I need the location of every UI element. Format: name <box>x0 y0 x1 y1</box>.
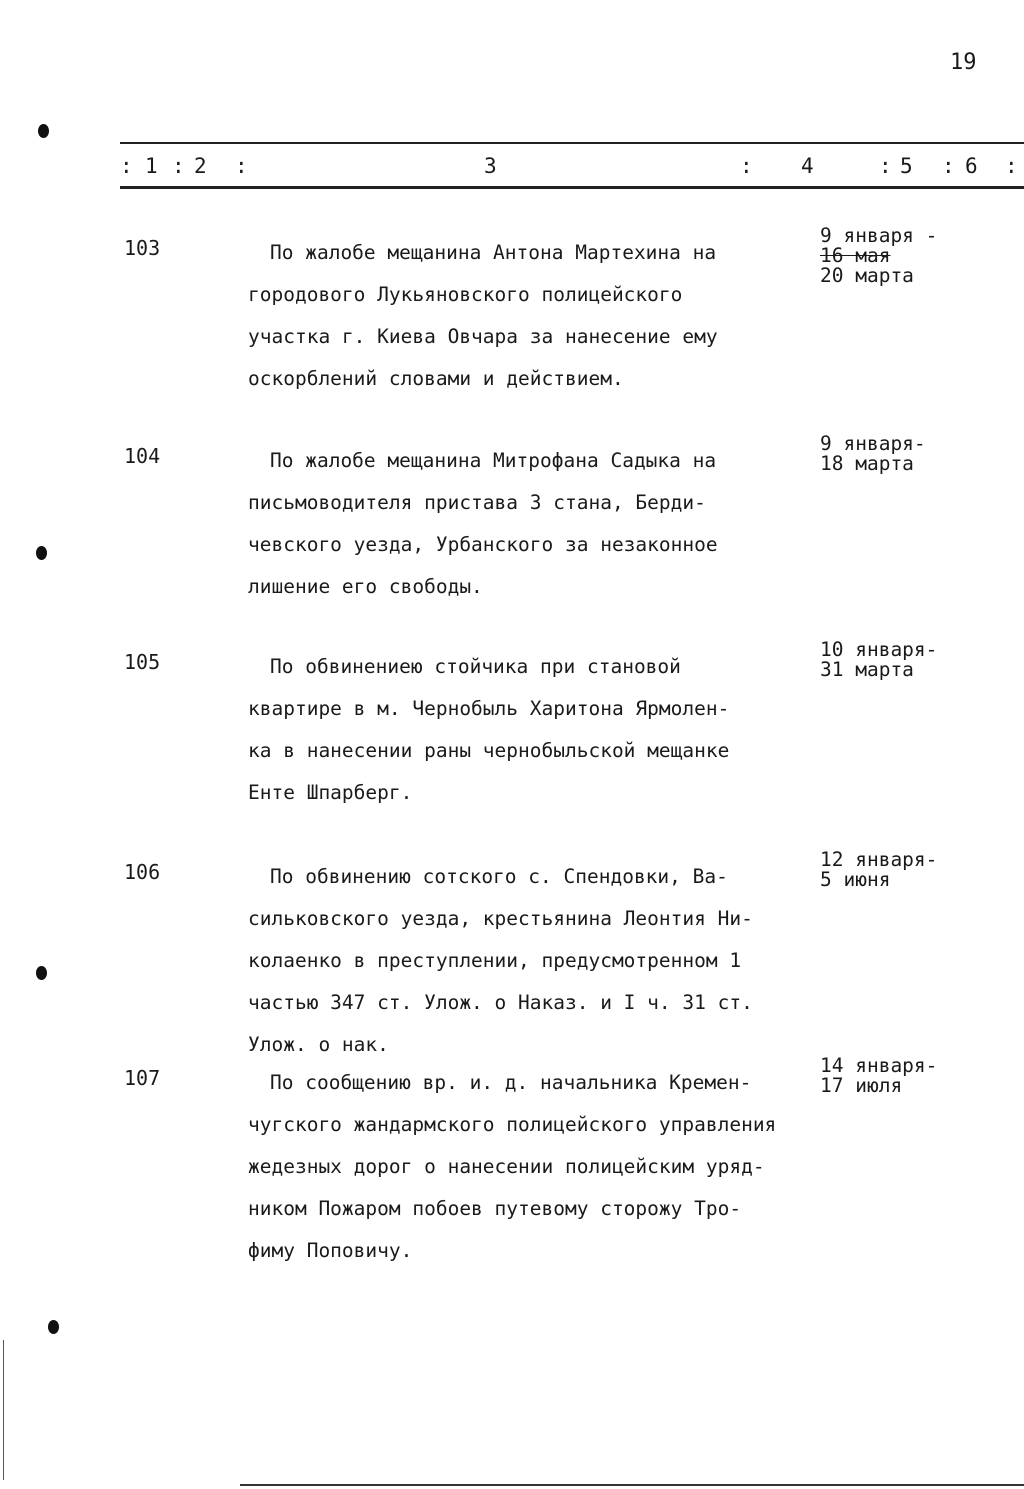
column-separator: : <box>942 154 955 178</box>
entry-date-start: 10 января- <box>820 638 938 661</box>
entry-description-first-line: По жалобе мещанина Антона Мартехина на <box>270 241 717 264</box>
entry-date-struck: 16 мая <box>820 244 891 267</box>
entry-description-rest: квартире в м. Чернобыль Харитона Ярмолен- ка в нанесении раны чернобыльской мещанке Енте Шпарберг. <box>248 697 730 804</box>
punch-hole-mark <box>48 1320 59 1334</box>
entry-number: 107 <box>124 1066 161 1090</box>
entry-dates <box>820 226 1020 286</box>
left-margin-line <box>3 1340 4 1480</box>
entry-date-end: 17 июля <box>820 1074 903 1097</box>
table-header-bottom-rule <box>120 186 1024 189</box>
column-separator: : <box>235 154 248 178</box>
entry-date-end: 5 июня <box>820 868 891 891</box>
page-number: 19 <box>950 50 977 75</box>
column-header-5: 5 <box>900 154 913 178</box>
entry-description-first-line: По жалобе мещанина Митрофана Садыка на <box>270 449 717 472</box>
entry-description-first-line: По обвинениею стойчика при становой <box>270 655 681 678</box>
column-header-4: 4 <box>801 154 814 178</box>
entry-description-rest: чугского жандармского полицейского управления жедезных дорог о нанесении полицейским уряд- ником Пожаром побоев путевому сторожу Тро- фиму Поповичу. <box>248 1113 777 1262</box>
column-header-6: 6 <box>965 154 978 178</box>
entry-date-start: 9 января- <box>820 432 926 455</box>
table-column-header <box>0 154 1024 182</box>
entry-dates <box>820 850 1020 890</box>
punch-hole-mark <box>38 124 49 138</box>
column-header-1: 1 <box>145 154 158 178</box>
entry-description <box>248 440 808 608</box>
entry-description-rest: городового Лукьяновского полицейского участка г. Киева Овчара за нанесение ему оскорблений словами и действием. <box>248 283 718 390</box>
column-header-3: 3 <box>484 154 497 178</box>
entry-dates <box>820 434 1020 474</box>
entry-date-end: 20 марта <box>820 264 914 287</box>
entry-dates <box>820 640 1020 680</box>
entry-dates <box>820 1056 1020 1096</box>
punch-hole-mark <box>36 966 47 980</box>
entry-date-end: 18 марта <box>820 452 914 475</box>
punch-hole-mark <box>36 546 47 560</box>
entry-number: 106 <box>124 860 161 884</box>
column-header-2: 2 <box>194 154 207 178</box>
column-separator: : <box>120 154 133 178</box>
entry-description-first-line: По сообщению вр. и. д. начальника Кремен- <box>270 1071 752 1094</box>
entry-description-first-line: По обвинению сотского с. Спендовки, Ва- <box>270 865 728 888</box>
column-separator: : <box>172 154 185 178</box>
column-separator: : <box>1005 154 1018 178</box>
bottom-edge-line <box>240 1484 1024 1486</box>
column-separator: : <box>740 154 753 178</box>
column-separator: : <box>879 154 892 178</box>
entry-description <box>248 856 808 1066</box>
entry-date-start: 9 января - <box>820 224 938 247</box>
entry-description <box>248 1062 838 1272</box>
entry-number: 104 <box>124 444 161 468</box>
table-header-top-rule <box>120 142 1024 144</box>
entry-number: 105 <box>124 650 161 674</box>
entry-description <box>248 232 808 400</box>
entry-date-end: 31 марта <box>820 658 914 681</box>
entry-description-rest: письмоводителя пристава 3 стана, Берди- чевского уезда, Урбанского за незаконное лишение его свободы. <box>248 491 718 598</box>
entry-description <box>248 646 808 814</box>
entry-number: 103 <box>124 236 161 260</box>
entry-date-start: 14 января- <box>820 1054 938 1077</box>
entry-description-rest: сильковского уезда, крестьянина Леонтия Ни- колаенко в преступлении, предусмотренном 1 частью 347 ст. Улож. о Наказ. и I ч. 31 ст. Улож. о нак. <box>248 907 753 1056</box>
entry-date-start: 12 января- <box>820 848 938 871</box>
